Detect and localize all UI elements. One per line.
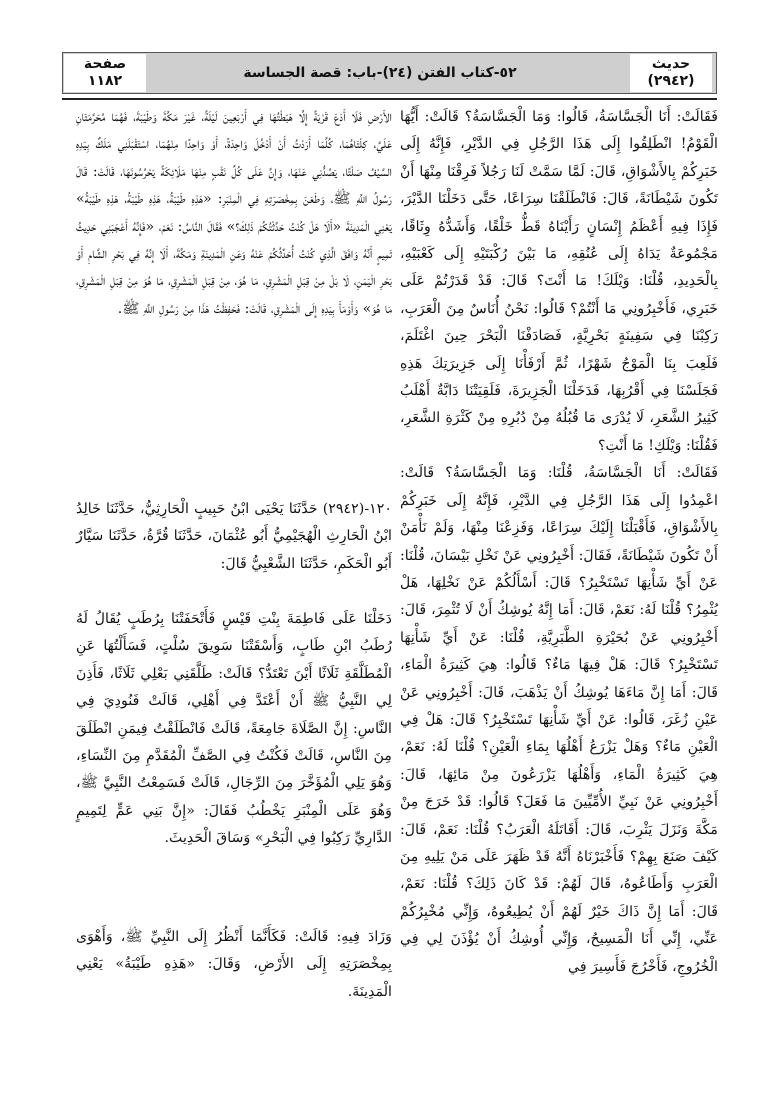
left-column [76,104,392,1104]
paragraph-block [76,606,392,853]
chapter-title: ٥٢-كتاب الفتن (٢٤)-باب: قصة الجساسة [243,65,517,81]
page-number: ١١٨٢ [87,73,123,89]
hadith-number-box [630,54,712,92]
page-label: صفحة [83,56,127,72]
header-rule [62,98,717,100]
hadith-label: حديث [651,56,691,72]
paragraph: دَخَلْنَا عَلَى فَاطِمَةَ بِنْتِ قَيْسٍ فَأَتْحَفَتْنَا بِرُطَبٍ يُقَالُ لَهُ رُطَبُ ابْنِ طَابٍ، وَأَسْقَتْنَا سَوِيقَ سُلْتٍ، فَسَأَلْتُهَا عَنِ الْمُطَلَّقَةِ ثَلَاثًا أَيْنَ تَعْتَدُّ؟ قَالَتْ: طَلَّقَنِي بَعْلِي ثَلَاثًا، فَأَذِنَ لِي النَّبِيُّ ﷺ أَنْ أَعْتَدَّ فِي أَهْلِي، قَالَتْ فَنُودِيَ فِي النَّاسِ: إِنَّ الصَّلَاةَ جَامِعَةً، قَالَتْ فَانْطَلَقْتُ فِيمَنِ انْطَلَقَ مِنَ النَّاسِ، قَالَتْ فَكُنْتُ فِي الصَّفِّ الْمُقَدَّمِ مِنَ النِّسَاءِ، وَهُوَ يَلِي الْمُؤَخَّرَ مِنَ الرِّجَالِ، قَالَتْ فَسَمِعْتُ النَّبِيَّ ﷺ، وَهُوَ عَلَى الْمِنْبَرِ يَخْطُبُ فَقَالَ: «إِنَّ بَنِي عَمٍّ لِتَمِيمٍ الدَّارِيِّ رَكِبُوا فِي الْبَحْرِ» وَسَاقَ الْحَدِيثَ. [76,611,392,847]
paragraph: فَقَالَتْ: أَنَا الْجَسَّاسَةُ، قُلْنَا: وَمَا الْجَسَّاسَةُ؟ قَالَتْ: اعْمِدُوا إِلَى هَذَا الرَّجُلِ فِي الدَّيْرِ، فَإِنَّهُ إِلَى خَبَرِكُمْ بِالأَشْوَاقِ، فَأَقْبَلْنَا إِلَيْكَ سِرَاعًا، وَفَزِعْنَا مِنْهَا، وَلَمْ نَأْمَنْ أَنْ تَكُونَ شَيْطَانَةً، فَقَالَ: أَخْبِرُونِي عَنْ نَخْلِ بَيْسَانَ، قُلْنَا: عَنْ أَيِّ شَأْنِهَا تَسْتَخْبِرُ؟ قَالَ: أَسْأَلُكُمْ عَنْ نَخْلِهَا، هَلْ يُثْمِرُ؟ قُلْنَا لَهُ: نَعَمْ، قَالَ: أَمَا إِنَّهُ يُوشِكُ أَنْ لَا تُثْمِرَ، قَالَ: أَخْبِرُونِي عَنْ بُحَيْرَةِ الطَّبَرِيَّةِ، قُلْنَا: عَنْ أَيِّ شَأْنِهَا تَسْتَخْبِرُ؟ قَالَ: هَلْ فِيهَا مَاءٌ؟ قَالُوا: هِيَ كَثِيرَةُ الْمَاءِ، قَالَ: أَمَا إِنَّ مَاءَهَا يُوشِكُ أَنْ يَذْهَبَ، قَالَ: أَخْبِرُونِي عَنْ عَيْنِ زُغَرَ، قَالُوا: عَنْ أَيِّ شَأْنِهَا تَسْتَخْبِرُ؟ قَالَ: هَلْ فِي الْعَيْنِ مَاءٌ؟ وَهَلْ يَزْرَعُ أَهْلُهَا بِمَاءِ الْعَيْنِ؟ قُلْنَا لَهُ: نَعَمْ، هِيَ كَثِيرَةُ الْمَاءِ، وَأَهْلُهَا يَزْرَعُونَ مِنْ مَائِهَا، قَالَ: أَخْبِرُونِي عَنْ نَبِيِّ الأُمِّيِّينَ مَا فَعَلَ؟ قَالُوا: قَدْ خَرَجَ مِنْ مَكَّةَ وَنَزَلَ يَثْرِبَ، قَالَ: أَقَاتَلَهُ الْعَرَبُ؟ قُلْنَا: نَعَمْ، قَالَ: كَيْفَ صَنَعَ بِهِمْ؟ فَأَخْبَرْنَاهُ أَنَّهُ قَدْ ظَهَرَ عَلَى مَنْ يَلِيهِ مِنَ الْعَرَبِ وَأَطَاعُوهُ، قَالَ لَهُمْ: قَدْ كَانَ ذَلِكَ؟ قُلْنَا: نَعَمْ، قَالَ: أَمَا إِنَّ ذَاكَ خَيْرٌ لَهُمْ أَنْ يُطِيعُوهُ، وَإِنِّي مُخْبِرُكُمْ عَنِّي، إِنِّي أَنَا الْمَسِيحُ، وَإِنِّي أُوشِكُ أَنْ يُؤْذَنَ لِي فِي الْخُرُوجِ، فَأَخْرُجَ فَأَسِيرَ فِي [400,465,718,975]
paragraph: وَزَادَ فِيهِ: قَالَتْ: فَكَأَنَّمَا أَنْظُرُ إِلَى النَّبِيِّ ﷺ، وَأَهْوَى بِمِخْصَرَتِهِ إِلَى الأَرْضِ، وَقَالَ: «هَذِهِ طَيْبَةُ» يَعْنِي الْمَدِينَةَ. [76,929,392,1000]
isnad-block [76,496,392,578]
paragraph-block [76,924,392,1006]
paragraph: فَقَالَتْ: أَنَا الْجَسَّاسَةُ، قَالُوا: وَمَا الْجَسَّاسَةُ؟ قَالَتْ: أَيُّهَا الْقَوْمُ! انْطَلِقُوا إِلَى هَذَا الرَّجُلِ فِي الدَّيْرِ، فَإِنَّهُ إِلَى خَبَرِكُمْ بِالأَشْوَاقِ، قَالَ: لَمَّا سَمَّتْ لَنَا رَجُلاً فَرِقْنَا مِنْهَا أَنْ تَكُونَ شَيْطَانَةً، قَالَ: فَانْطَلَقْنَا سِرَاعًا، حَتَّى دَخَلْنَا الدَّيْرَ، فَإِذَا فِيهِ أَعْظَمُ إِنْسَانٍ رَأَيْنَاهُ قَطُّ خَلْقًا، وَأَشَدُّهُ وِثَاقًا، مَجْمُوعَةٌ يَدَاهُ إِلَى عُنُقِهِ، مَا بَيْنَ رُكْبَتَيْهِ إِلَى كَعْبَيْهِ، بِالْحَدِيدِ، قُلْنَا: وَيْلَكَ! مَا أَنْتَ؟ قَالَ: قَدْ قَدَرْتُمْ عَلَى خَبَرِي، فَأَخْبِرُونِي مَا أَنْتُمْ؟ قَالُوا: نَحْنُ أُنَاسٌ مِنَ الْعَرَبِ، رَكِبْنَا فِي سَفِينَةٍ بَحْرِيَّةٍ، فَصَادَفْنَا الْبَحْرَ حِينَ اغْتَلَمَ، فَلَعِبَ بِنَا الْمَوْجُ شَهْرًا، ثُمَّ أَرْفَأْنَا إِلَى جَزِيرَتِكَ هَذِهِ فَجَلَسْنَا فِي أَقْرُبِهَا، فَدَخَلْنَا الْجَزِيرَةَ، فَلَقِيَتْنَا دَابَّةٌ أَهْلَبُ كَثِيرُ الشَّعَرِ، لَا يُدْرَى مَا قُبُلُهُ مِنْ دُبُرِهِ مِنْ كَثْرَةِ الشَّعَرِ، فَقُلْنَا: وَيْلَكِ! مَا أَنْتِ؟ [400,109,718,454]
isnad: ١٢٠-(٢٩٤٢) حَدَّثَنَا يَحْيَى ابْنُ حَبِيبٍ الْحَارِثِيُّ، حَدَّثَنَا خَالِدُ ابْنُ الْحَارِثِ الْهُجَيْمِيُّ أَبُو عُثْمَانَ، حَدَّثَنَا قُرَّةُ، حَدَّثَنَا سَيَّارٌ أَبُو الْحَكَمِ، حَدَّثَنَا الشَّعْبِيُّ قَالَ: [76,501,392,572]
hadith-number: (٢٩٤٢) [647,73,695,89]
paragraph-block [76,104,392,323]
page-number-box [64,54,146,92]
right-column [400,104,718,1094]
paragraph: الأَرْضِ فَلَا أَدَعَ قَرْيَةً إِلَّا هَبَطْتُهَا فِي أَرْبَعِينَ لَيْلَةً، غَيْرَ مَكَّةَ وَطَيْبَةَ، فَهُمَا مُحَرَّمَتَانِ عَلَيَّ، كِلْتَاهُمَا، كُلَّمَا أَرَدْتُ أَنْ أَدْخُلَ وَاحِدَةً، أَوْ وَاحِدًا مِنْهُمَا، اسْتَقْبَلَنِي مَلَكٌ بِيَدِهِ السَّيْفُ صَلْتًا، يَصُدُّنِي عَنْهَا، وَإِنَّ عَلَى كُلِّ نَقْبٍ مِنْهَا مَلَائِكَةً يَحْرُسُونَهَا، قَالَتْ: قَالَ رَسُولُ اللَّهِ ﷺ، وَطَعَنَ بِمِخْصَرَتِهِ فِي الْمِنْبَرِ: «هَذِهِ طَيْبَةُ، هَذِهِ طَيْبَةُ، هَذِهِ طَيْبَةُ» يَعْنِي الْمَدِينَةَ «أَلَا هَلْ كُنْتُ حَدَّثْتُكُمْ ذَلِكَ؟» فَقَالَ النَّاسُ: نَعَمْ، «فَإِنَّهُ أَعْجَبَنِي حَدِيثُ تَمِيمٍ أَنَّهُ وَافَقَ الَّذِي كُنْتُ أُحَدِّثُكُمْ عَنْهُ وَعَنِ الْمَدِينَةِ وَمَكَّةَ، أَلَا إِنَّهُ فِي بَحْرِ الشَّامِ أَوْ بَحْرِ الْيَمَنِ، لَا بَلْ مِنْ قِبَلِ الْمَشْرِقِ، مَا هُوَ، مِنْ قِبَلِ الْمَشْرِقِ، مَا هُوَ مِنْ قِبَلِ الْمَشْرِقِ، مَا هُوَ» وَأَوْمَأَ بِيَدِهِ إِلَى الْمَشْرِقِ، قَالَتْ: فَحَفِظْتُ هَذَا مِنْ رَسُولِ اللَّهِ ﷺ. [76,109,392,317]
